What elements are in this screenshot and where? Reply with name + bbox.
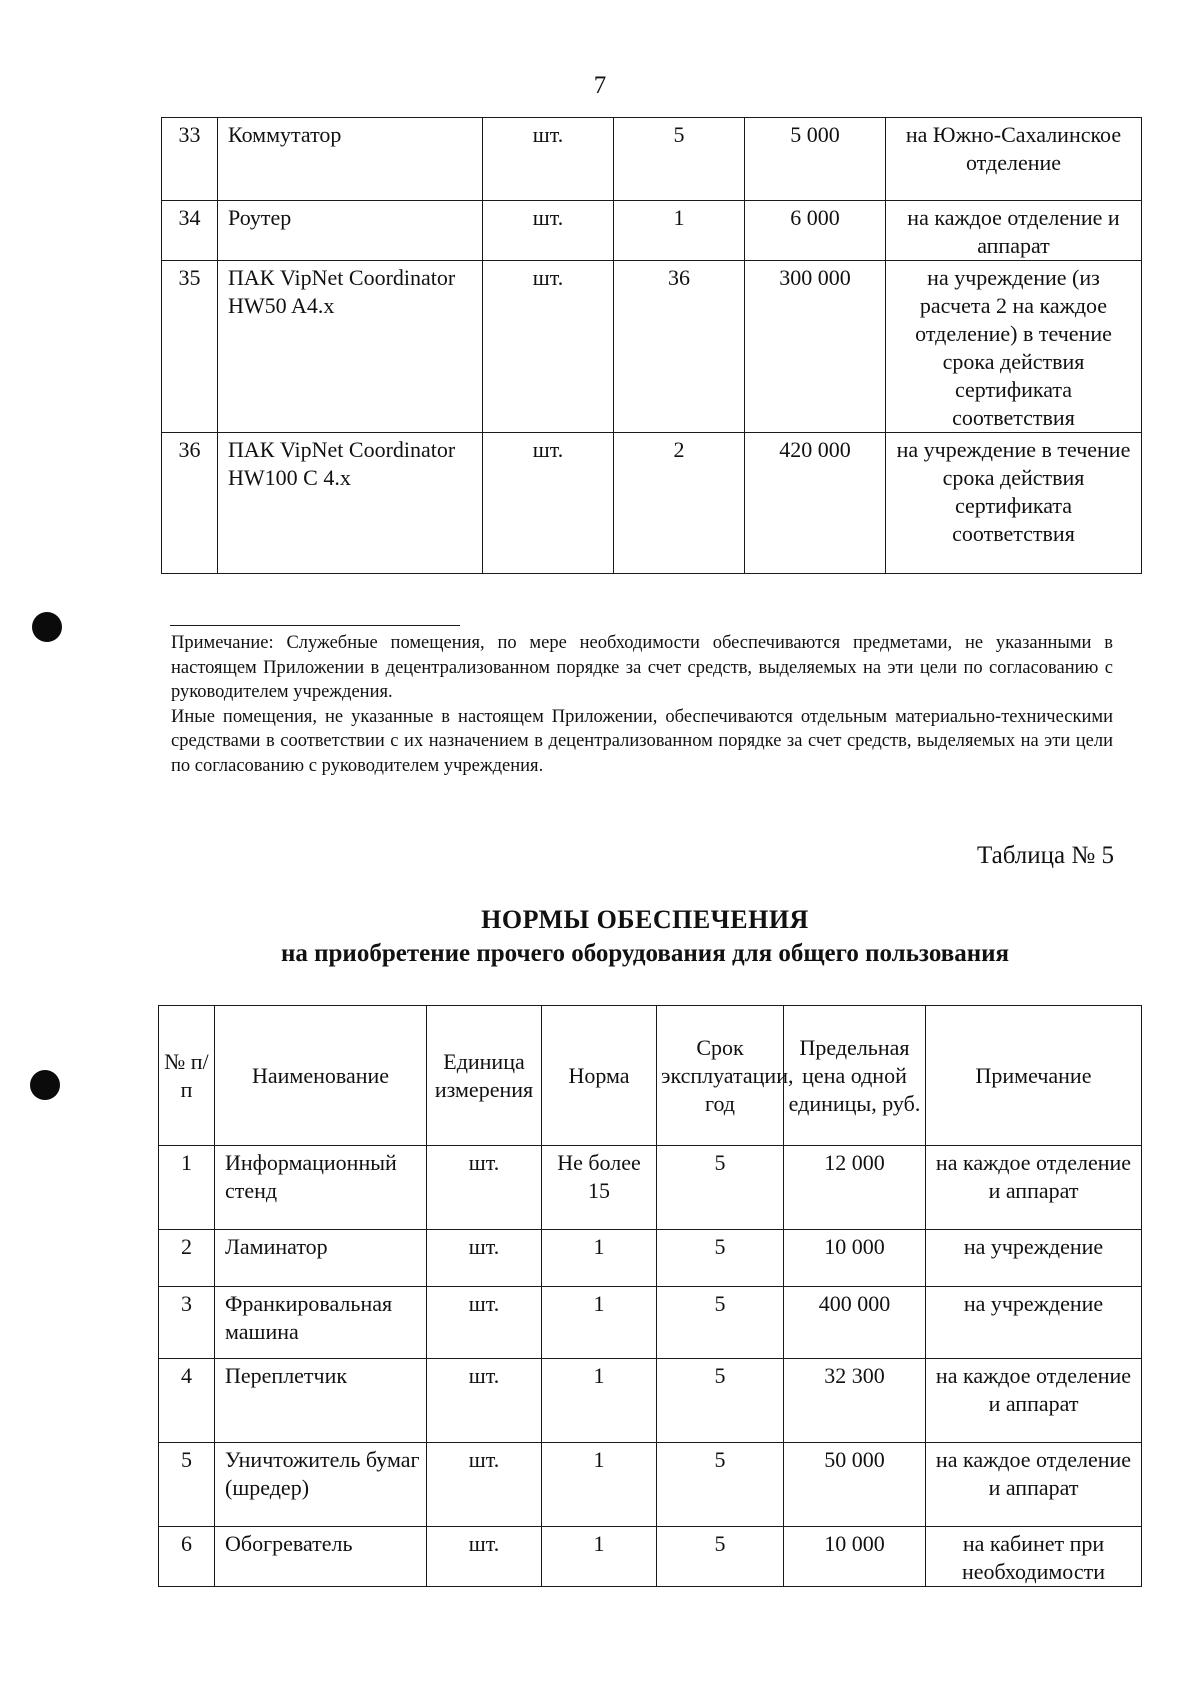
item-unit: шт. <box>483 118 614 201</box>
section-title: НОРМЫ ОБЕСПЕЧЕНИЯ <box>481 905 809 934</box>
footnote-paragraph: Иные помещения, не указанные в настоящем Приложении, обеспечиваются отдельным материально-техническими средствами в соответствии с их назначением в децентрализованном порядке за счет средств, выделяемых на эти цели по согласованию с руководителем учреждения. <box>171 706 1113 776</box>
supply-norms-table <box>158 1005 1142 1587</box>
header-name: Наименование <box>215 1006 427 1146</box>
item-unit: шт. <box>427 1146 542 1230</box>
header-price: Предельная цена одной единицы, руб. <box>784 1006 926 1146</box>
item-norm: 1 <box>542 1443 657 1527</box>
item-price: 12 000 <box>784 1146 926 1230</box>
item-note: на кабинет при необходимости <box>926 1527 1142 1587</box>
table-row <box>159 1287 1142 1359</box>
header-term: Срок эксплуатации, год <box>657 1006 784 1146</box>
item-note: на учреждение <box>926 1230 1142 1287</box>
item-note: на каждое отделение и аппарат <box>926 1146 1142 1230</box>
item-price: 6 000 <box>745 201 886 261</box>
item-name: Франкировальная машина <box>215 1287 427 1359</box>
item-name: Роутер <box>218 201 483 261</box>
section-subtitle: на приобретение прочего оборудования для общего пользования <box>280 940 1010 967</box>
item-price: 32 300 <box>784 1359 926 1443</box>
header-note: Примечание <box>926 1006 1142 1146</box>
item-price: 400 000 <box>784 1287 926 1359</box>
item-unit: шт. <box>427 1359 542 1443</box>
item-price: 10 000 <box>784 1527 926 1587</box>
item-norm: 1 <box>542 1230 657 1287</box>
table-row <box>159 1230 1142 1287</box>
row-number: 3 <box>159 1287 215 1359</box>
table-row <box>162 433 1142 574</box>
item-name: Ламинатор <box>215 1230 427 1287</box>
item-norm: 1 <box>542 1287 657 1359</box>
item-quantity: 36 <box>614 261 745 433</box>
table-row <box>159 1359 1142 1443</box>
item-quantity: 1 <box>614 201 745 261</box>
item-note: на учреждение (из расчета 2 на каждое отделение) в течение срока действия сертификата соответствия <box>886 261 1142 433</box>
item-term: 5 <box>657 1359 784 1443</box>
row-number: 33 <box>162 118 218 201</box>
item-unit: шт. <box>427 1287 542 1359</box>
item-note: на каждое отделение и аппарат <box>886 201 1142 261</box>
table-row <box>159 1146 1142 1230</box>
item-price: 50 000 <box>784 1443 926 1527</box>
item-price: 420 000 <box>745 433 886 574</box>
row-number: 2 <box>159 1230 215 1287</box>
item-norm: 1 <box>542 1359 657 1443</box>
item-term: 5 <box>657 1527 784 1587</box>
item-name: ПАК VipNet Coordinator HW50 A4.x <box>218 261 483 433</box>
item-price: 10 000 <box>784 1230 926 1287</box>
item-price: 5 000 <box>745 118 886 201</box>
item-unit: шт. <box>427 1230 542 1287</box>
item-name: Информационный стенд <box>215 1146 427 1230</box>
item-unit: шт. <box>483 433 614 574</box>
item-term: 5 <box>657 1287 784 1359</box>
item-name: Переплетчик <box>215 1359 427 1443</box>
header-norm: Норма <box>542 1006 657 1146</box>
page-number: 7 <box>593 72 607 99</box>
table-row <box>162 261 1142 433</box>
item-norm: Не более 15 <box>542 1146 657 1230</box>
row-number: 35 <box>162 261 218 433</box>
item-note: на каждое отделение и аппарат <box>926 1443 1142 1527</box>
table-row <box>162 201 1142 261</box>
item-name: ПАК VipNet Coordinator HW100 C 4.x <box>218 433 483 574</box>
item-unit: шт. <box>427 1527 542 1587</box>
item-quantity: 2 <box>614 433 745 574</box>
punch-hole-mark <box>30 1070 60 1100</box>
item-unit: шт. <box>483 261 614 433</box>
row-number: 34 <box>162 201 218 261</box>
table-header-row <box>159 1006 1142 1146</box>
item-note: на Южно-Сахалинское отделение <box>886 118 1142 201</box>
row-number: 6 <box>159 1527 215 1587</box>
row-number: 1 <box>159 1146 215 1230</box>
item-term: 5 <box>657 1146 784 1230</box>
row-number: 5 <box>159 1443 215 1527</box>
item-price: 300 000 <box>745 261 886 433</box>
item-term: 5 <box>657 1443 784 1527</box>
item-name: Обогреватель <box>215 1527 427 1587</box>
table-row <box>162 118 1142 201</box>
footnote-divider <box>170 625 460 626</box>
item-note: на учреждение в течение срока действия сертификата соответствия <box>886 433 1142 574</box>
footnote-paragraph: Примечание: Служебные помещения, по мере необходимости обеспечиваются предметами, не указанными в настоящем Приложении в децентрализованном порядке за счет средств, выделяемых на эти цели по согласованию с руководителем учреждения. <box>171 633 1113 702</box>
table-label: Таблица № 5 <box>976 842 1114 869</box>
item-unit: шт. <box>483 201 614 261</box>
item-name: Коммутатор <box>218 118 483 201</box>
item-quantity: 5 <box>614 118 745 201</box>
row-number: 36 <box>162 433 218 574</box>
punch-hole-mark <box>32 612 62 642</box>
table-row <box>159 1443 1142 1527</box>
item-note: на каждое отделение и аппарат <box>926 1359 1142 1443</box>
item-name: Уничтожитель бумаг (шредер) <box>215 1443 427 1527</box>
item-term: 5 <box>657 1230 784 1287</box>
equipment-table-continuation <box>161 117 1142 574</box>
header-number: № п/п <box>159 1006 215 1146</box>
table-row <box>159 1527 1142 1587</box>
row-number: 4 <box>159 1359 215 1443</box>
footnote <box>171 631 1113 778</box>
item-norm: 1 <box>542 1527 657 1587</box>
item-note: на учреждение <box>926 1287 1142 1359</box>
header-unit: Единица измерения <box>427 1006 542 1146</box>
item-unit: шт. <box>427 1443 542 1527</box>
